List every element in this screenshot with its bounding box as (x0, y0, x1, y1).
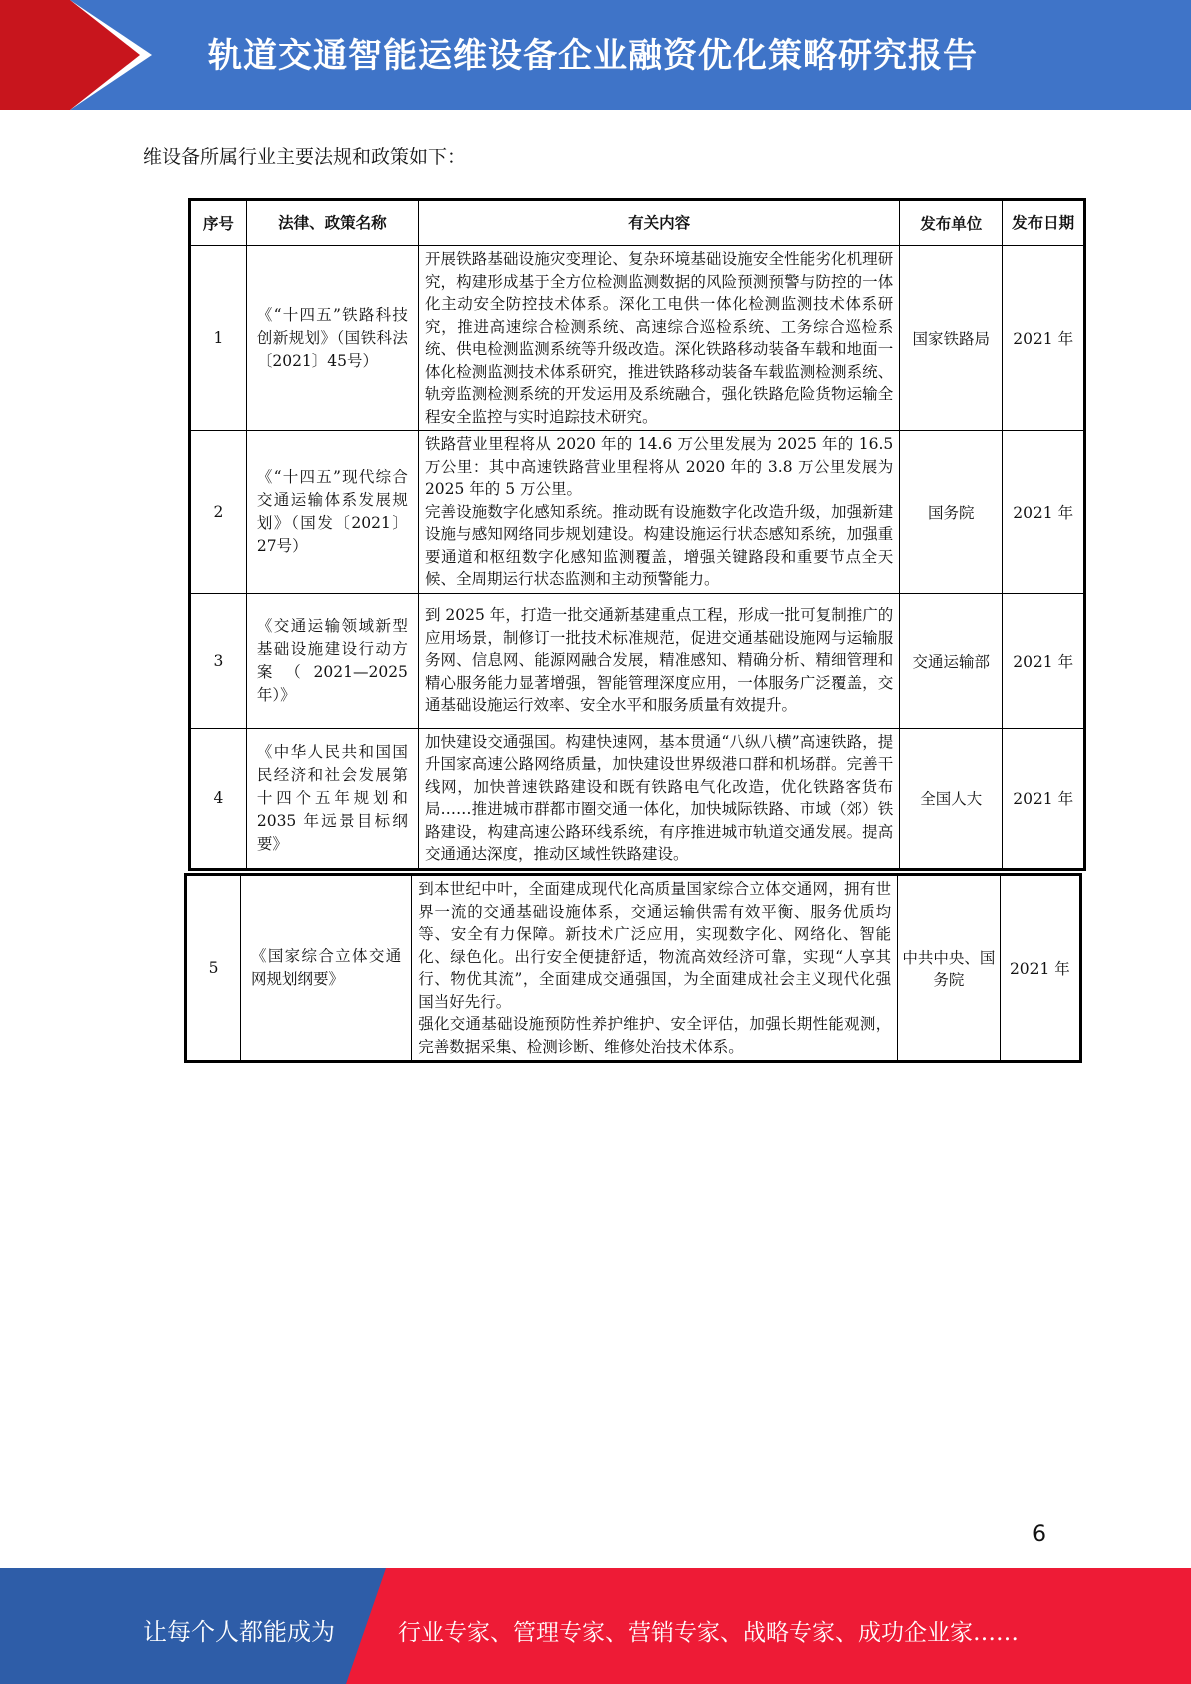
header-red-block (0, 0, 70, 110)
row-unit: 中共中央、国务院 (898, 875, 1001, 1062)
row-no: 3 (190, 593, 247, 728)
table-row (190, 246, 1085, 431)
row-name: 《中华人民共和国国民经济和社会发展第十四个五年规划和 2035 年远景目标纲要》 (246, 728, 418, 869)
row-unit: 国务院 (900, 431, 1003, 594)
header-arrow-red (70, 0, 140, 110)
footer-slogan-left: 让每个人都能成为 (143, 1618, 335, 1646)
intro-text: 维设备所属行业主要法规和政策如下： (143, 146, 467, 168)
header-no: 序号 (190, 200, 247, 246)
row-year: 2021 年 (1003, 593, 1085, 728)
header-content: 有关内容 (418, 200, 899, 246)
row-content: 铁路营业里程将从 2020 年的 14.6 万公里发展为 2025 年的 16.5 万公里：其中高速铁路营业里程将从 2020 年的 3.8 万公里发展为 2025 年的 5 万公里。 (424, 435, 894, 498)
row-content-2: 强化交通基础设施预防性养护维护、安全评估，加强长期性能观测，完善数据采集、检测诊断、维修处治技术体系。 (418, 1015, 892, 1056)
row-no: 2 (190, 431, 247, 594)
table-header-row (190, 200, 1085, 246)
page-number: 6 (1032, 1522, 1046, 1547)
row-name: 《国家综合立体交通网规划纲要》 (241, 875, 412, 1062)
header-unit: 发布单位 (900, 200, 1003, 246)
report-title: 轨道交通智能运维设备企业融资优化策略研究报告 (208, 36, 978, 76)
table-row (190, 431, 1085, 594)
row-name: 《“十四五”铁路科技创新规划》（国铁科法〔2021〕45号） (246, 246, 418, 431)
row-year: 2021 年 (1003, 431, 1085, 594)
page-footer (0, 1568, 1191, 1684)
header-name: 法律、政策名称 (246, 200, 418, 246)
row-no: 1 (190, 246, 247, 431)
row-unit: 全国人大 (900, 728, 1003, 869)
row-year: 2021 年 (1000, 875, 1080, 1062)
table-row (190, 728, 1085, 869)
footer-blue-slant (346, 1568, 386, 1684)
row-content: 加快建设交通强国。构建快速网，基本贯通“八纵八横”高速铁路，提升国家高速公路网络质量，加快建设世界级港口群和机场群。完善干线网，加快普速铁路建设和既有铁路电气化改造，优化铁路客货布局……推进城市群都市圈交通一体化，加快城际铁路、市域（郊）铁路建设，构建高速公路环线系统，有序推进城市轨道交通发展。提高交通通达深度，推动区域性铁路建设。 (418, 728, 899, 869)
page-header (0, 0, 1191, 110)
row-name: 《交通运输领域新型基础设施建设行动方案（2021—2025年）》 (246, 593, 418, 728)
row-name: 《“十四五”现代综合交通运输体系发展规划》（国发〔2021〕27号） (246, 431, 418, 594)
row-content: 到 2025 年，打造一批交通新基建重点工程，形成一批可复制推广的应用场景，制修订一批技术标准规范，促进交通基础设施网与运输服务网、信息网、能源网融合发展，精准感知、精确分析、精细管理和精心服务能力显著增强，智能管理深度应用，一体服务广泛覆盖，交通基础设施运行效率、安全水平和服务质量有效提升。 (418, 593, 899, 728)
table-row (190, 593, 1085, 728)
footer-slogan-right: 行业专家、管理专家、营销专家、战略专家、成功企业家…… (398, 1620, 1019, 1646)
row-year: 2021 年 (1003, 246, 1085, 431)
row-year: 2021 年 (1003, 728, 1085, 869)
policy-table-continued (184, 873, 1082, 1063)
row-no: 5 (186, 875, 241, 1062)
row-content-cell (418, 431, 899, 594)
row-content-cell (412, 875, 898, 1062)
policy-table (188, 198, 1086, 871)
row-unit: 交通运输部 (900, 593, 1003, 728)
row-no: 4 (190, 728, 247, 869)
row-content: 开展铁路基础设施灾变理论、复杂环境基础设施安全性能劣化机理研究，构建形成基于全方位检测监测数据的风险预测预警与防控的一体化主动安全防控技术体系。深化工电供一体化检测监测技术体系研究，推进高速综合检测系统、高速综合巡检系统、工务综合巡检系统、供电检测监测系统等升级改造。深化铁路移动装备车载和地面一体化检测监测技术体系研究，推进铁路移动装备车载监测检测系统、轨旁监测检测系统的开发运用及系统融合，强化铁路危险货物运输全程安全监控与实时追踪技术研究。 (418, 246, 899, 431)
row-unit: 国家铁路局 (900, 246, 1003, 431)
row-content-2: 完善设施数字化感知系统。推动既有设施数字化改造升级，加强新建设施与感知网络同步规划建设。构建设施运行状态感知系统，加强重要通道和枢纽数字化感知监测覆盖，增强关键路段和重要节点全天候、全周期运行状态监测和主动预警能力。 (424, 502, 894, 588)
table-row (186, 875, 1081, 1062)
row-content: 到本世纪中叶，全面建成现代化高质量国家综合立体交通网，拥有世界一流的交通基础设施体系，交通运输供需有效平衡、服务优质均等、安全有力保障。新技术广泛应用，实现数字化、网络化、智能化、绿色化。出行安全便捷舒适，物流高效经济可靠，实现“人享其行、物优其流”，全面建成交通强国，为全面建成社会主义现代化强国当好先行。 (418, 880, 892, 1011)
header-year: 发布日期 (1003, 200, 1085, 246)
